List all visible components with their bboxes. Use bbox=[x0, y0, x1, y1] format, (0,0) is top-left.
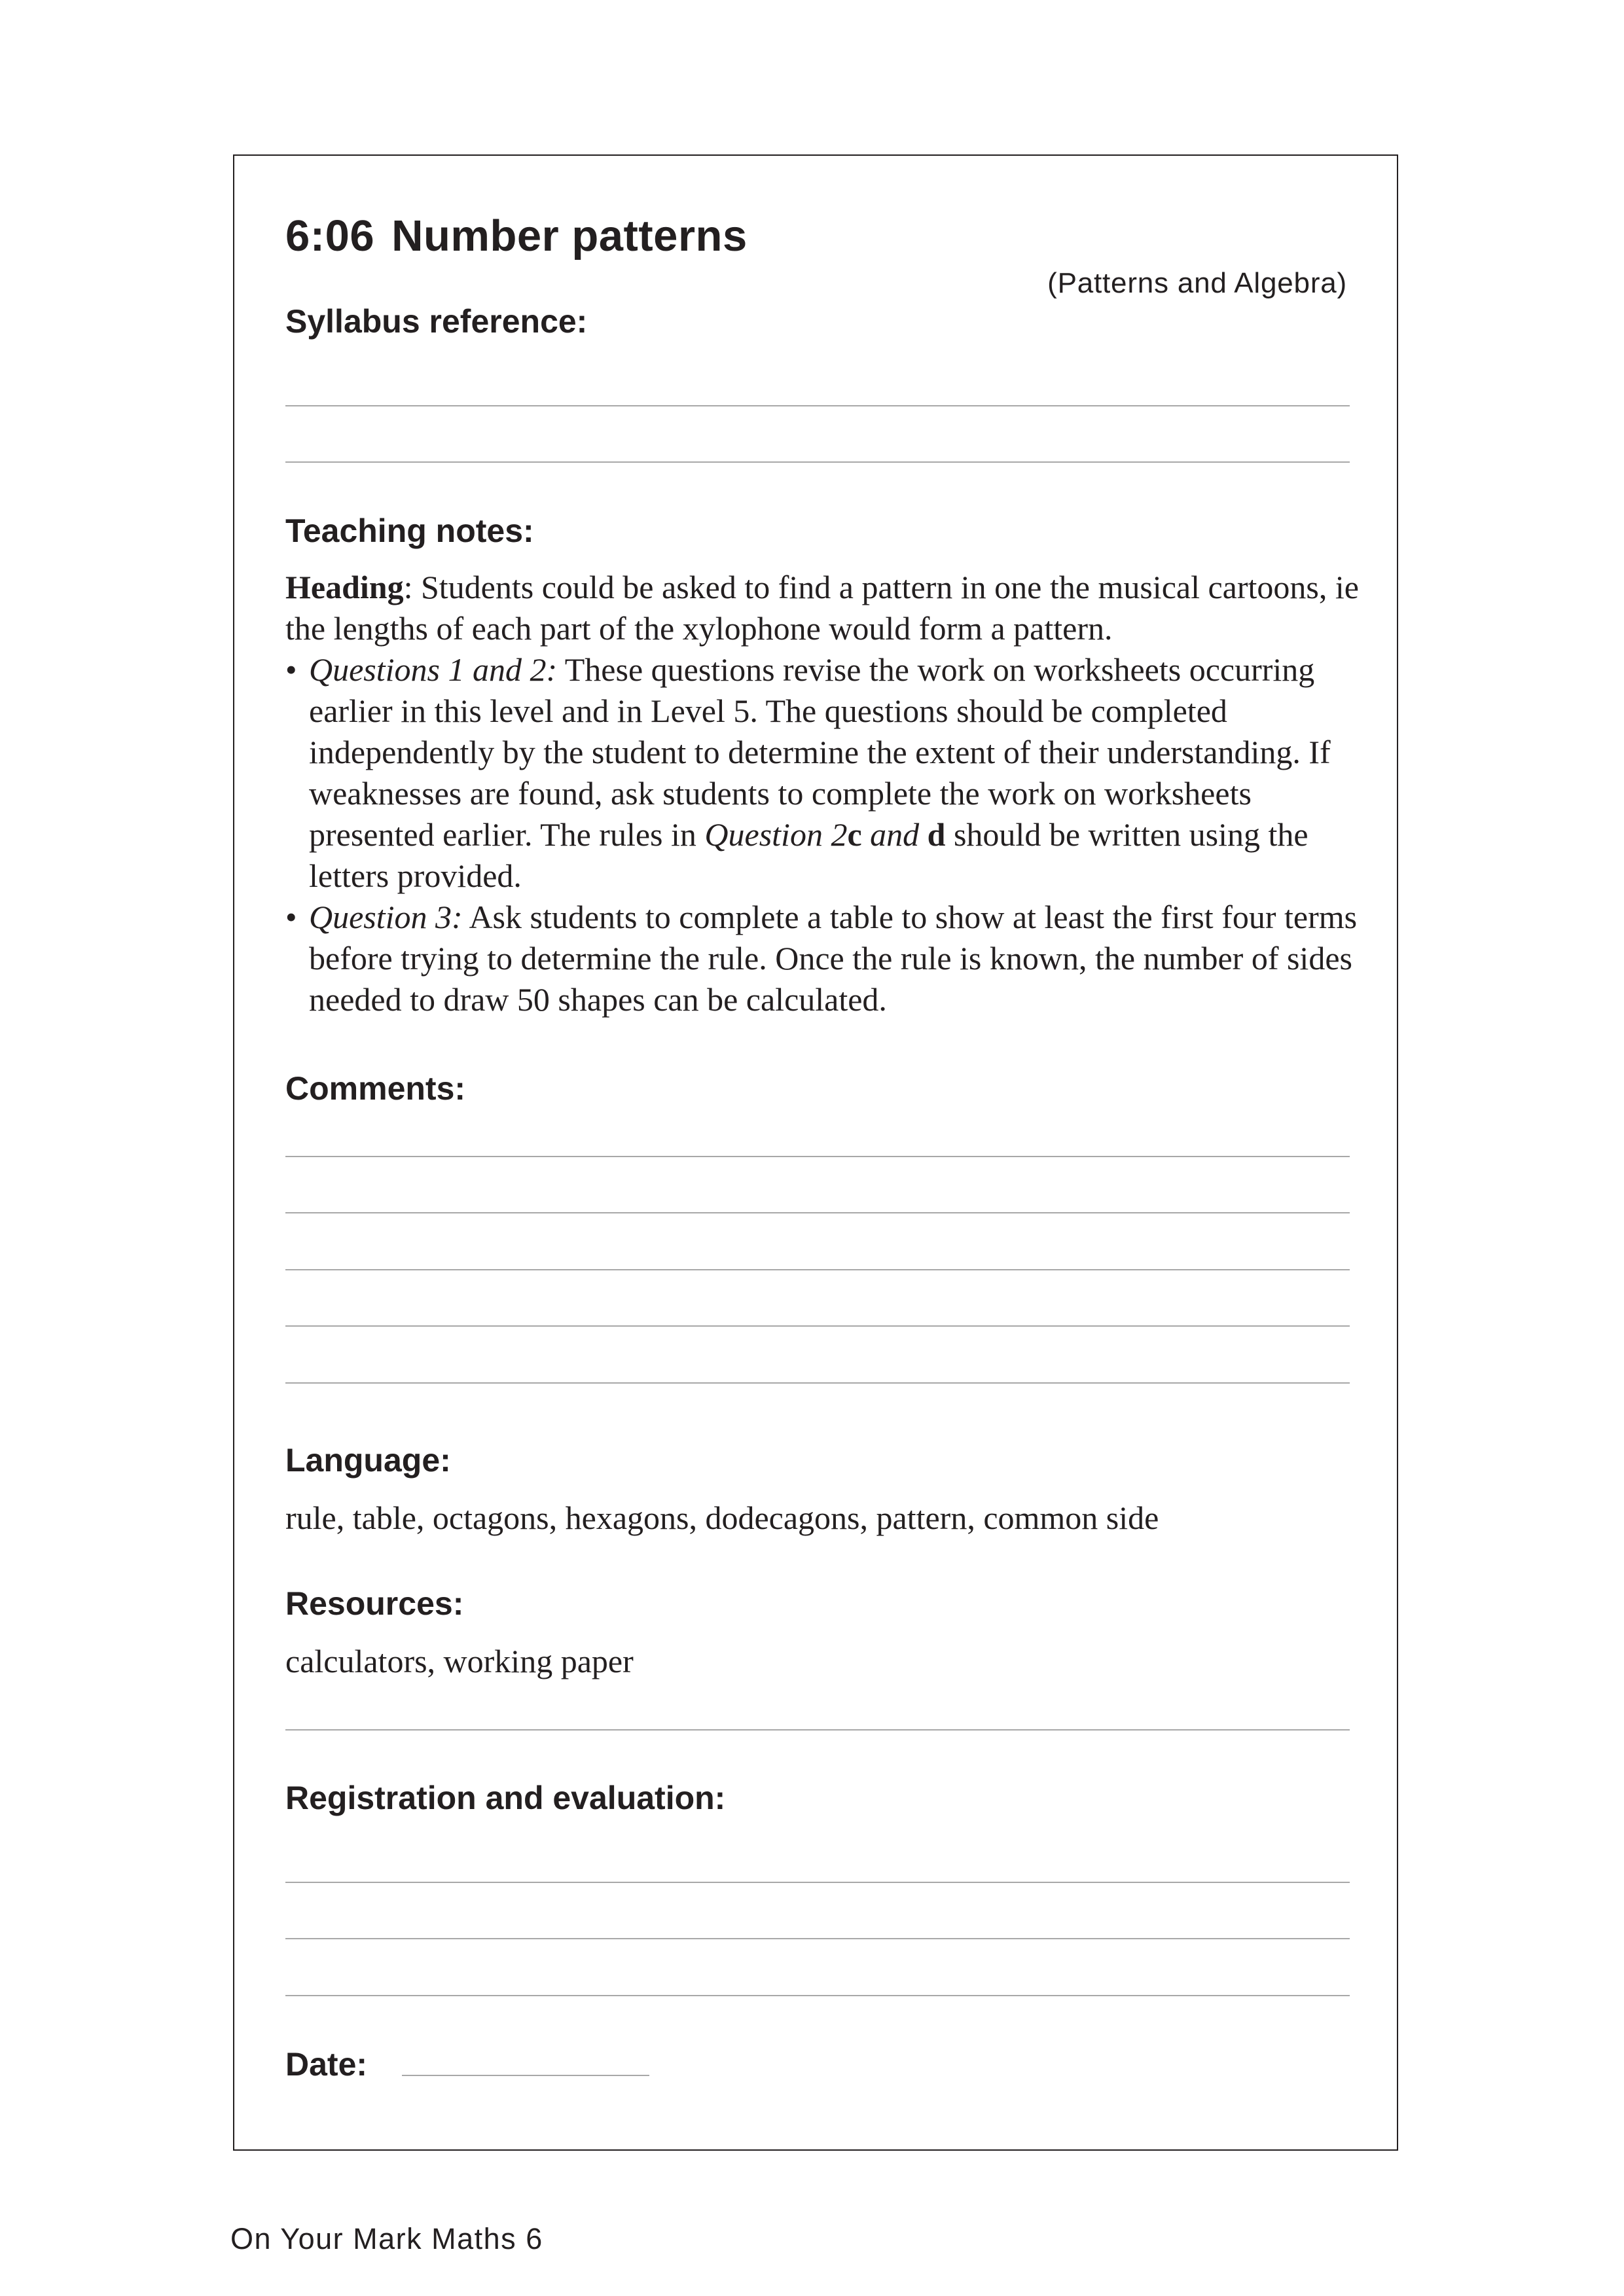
q12-text-a: These questions revise the work on worksheets occurring earlier in this level and in Level 5. The questions should be completed independently by the student to determine the extent of their understanding. If weaknesses are found, ask students to complete the work on worksheets presented earlier. The rules in bbox=[309, 651, 1331, 853]
worksheet-number: 6:06 bbox=[285, 211, 375, 260]
syllabus-line-2[interactable] bbox=[285, 461, 1350, 463]
syllabus-heading: Syllabus reference: bbox=[285, 303, 588, 340]
registration-line-3[interactable] bbox=[285, 1995, 1350, 1996]
q12-ref: Question 2 bbox=[704, 816, 848, 853]
teaching-notes-heading: Teaching notes: bbox=[285, 512, 534, 549]
page-title bbox=[285, 211, 748, 261]
worksheet-title: Number patterns bbox=[391, 211, 748, 260]
bullet-symbol: • bbox=[285, 651, 297, 688]
page-frame bbox=[233, 154, 1398, 2151]
notes-intro-bold: Heading bbox=[285, 569, 404, 605]
comments-line-5[interactable] bbox=[285, 1382, 1350, 1384]
date-line[interactable] bbox=[402, 2075, 649, 2076]
comments-line-4[interactable] bbox=[285, 1325, 1350, 1327]
q12-d: d bbox=[927, 816, 946, 853]
language-text: rule, table, octagons, hexagons, dodecagons, pattern, common side bbox=[285, 1499, 1159, 1536]
q3-label: Question 3: bbox=[309, 899, 463, 935]
comments-heading: Comments: bbox=[285, 1070, 466, 1107]
teaching-notes-body bbox=[285, 567, 1359, 1020]
date-label: Date: bbox=[285, 2046, 368, 2083]
comments-line-3[interactable] bbox=[285, 1269, 1350, 1270]
footer-book-title: On Your Mark Maths 6 bbox=[230, 2222, 543, 2255]
bullet-symbol: • bbox=[285, 899, 297, 935]
resources-heading: Resources: bbox=[285, 1585, 464, 1622]
strand-label: (Patterns and Algebra) bbox=[1047, 267, 1347, 299]
language-heading: Language: bbox=[285, 1442, 451, 1479]
q12-c: c bbox=[847, 816, 862, 853]
comments-line-1[interactable] bbox=[285, 1156, 1350, 1157]
notes-intro-text: : Students could be asked to find a pattern in one the musical cartoons, ie the lengths of each part of the xylophone would form a pattern. bbox=[285, 569, 1359, 647]
q12-text-b: should be written using the letters provided. bbox=[309, 816, 1308, 894]
notes-bullet-q3 bbox=[285, 897, 1359, 1020]
q3-text: Ask students to complete a table to show at least the first four terms before trying to determine the rule. Once the rule is known, the number of sides needed to draw 50 shapes can be calculated. bbox=[309, 899, 1358, 1018]
notes-intro bbox=[285, 567, 1359, 649]
registration-line-1[interactable] bbox=[285, 1882, 1350, 1883]
q12-label: Questions 1 and 2: bbox=[309, 651, 558, 688]
notes-bullet-q12 bbox=[285, 649, 1359, 897]
resources-text: calculators, working paper bbox=[285, 1643, 634, 1679]
syllabus-line-1[interactable] bbox=[285, 405, 1350, 406]
q12-and: and bbox=[861, 816, 928, 853]
registration-heading: Registration and evaluation: bbox=[285, 1780, 726, 1816]
registration-line-2[interactable] bbox=[285, 1938, 1350, 1939]
comments-line-2[interactable] bbox=[285, 1212, 1350, 1213]
resources-line[interactable] bbox=[285, 1729, 1350, 1731]
